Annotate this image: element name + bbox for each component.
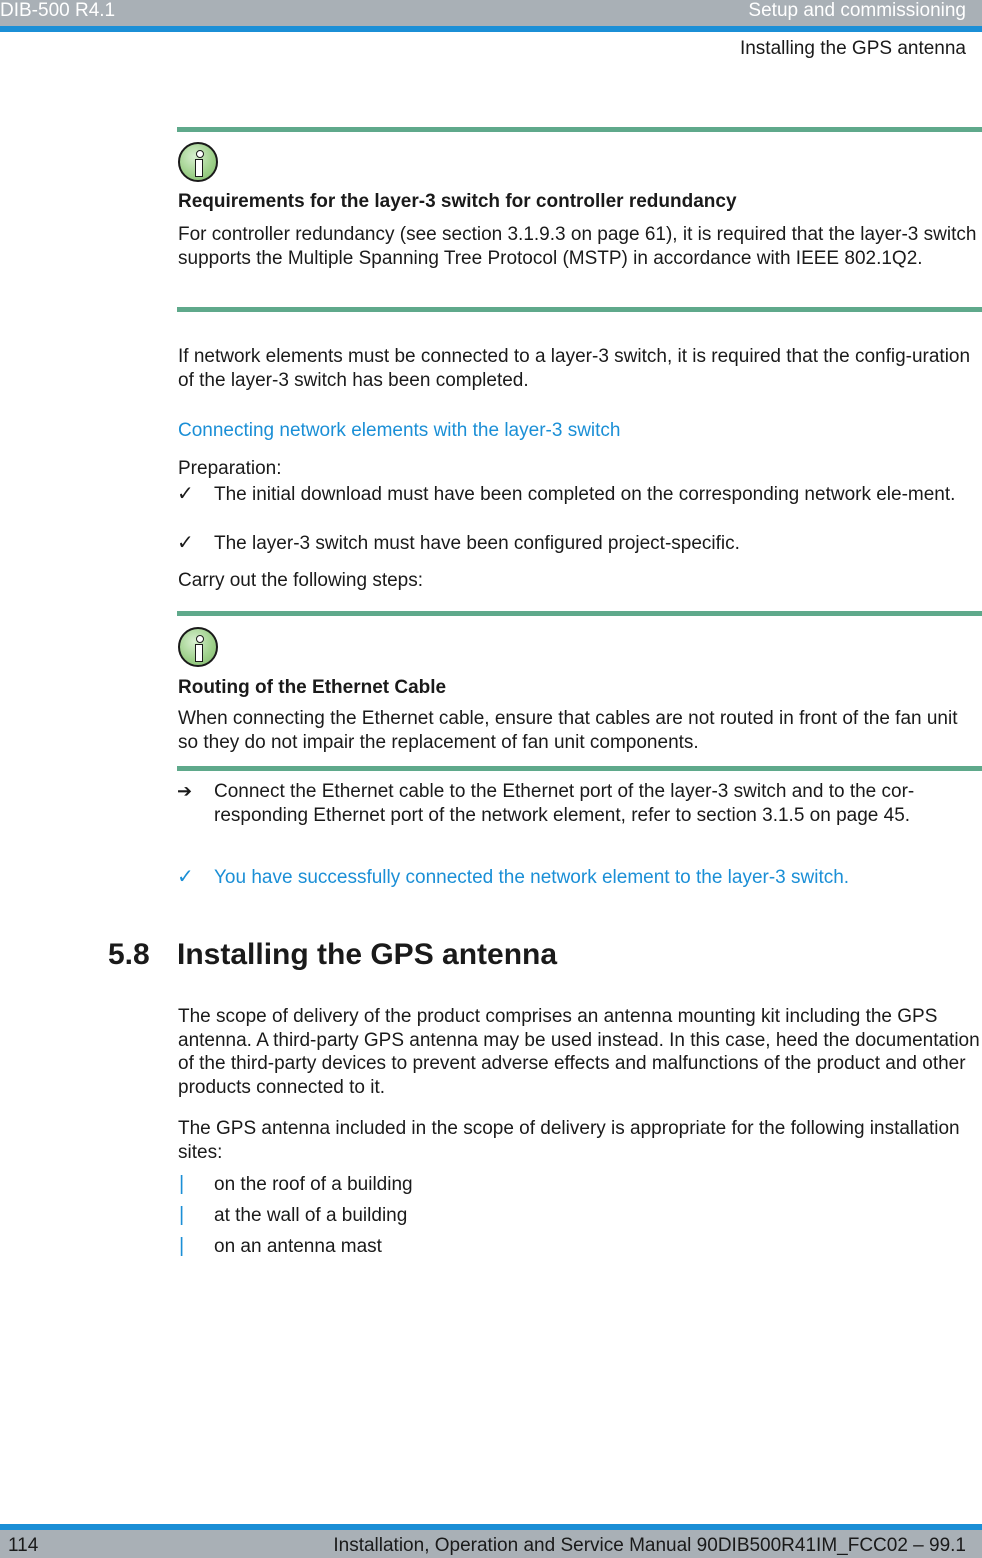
list-bullet: | — [179, 1173, 185, 1195]
preparation-item: The initial download must have been completed on the corresponding network ele-ment. — [214, 484, 956, 505]
info-icon — [178, 142, 218, 182]
list-item: at the wall of a building — [214, 1205, 408, 1226]
header-rule — [0, 26, 982, 32]
header-product: DIB-500 R4.1 — [0, 0, 116, 21]
list-item: on the roof of a building — [214, 1174, 413, 1195]
paragraph: If network elements must be connected to a layer-3 switch, it is required that the config-uration of the layer-3 switch has been completed. — [178, 346, 971, 391]
note-body: For controller redundancy (see section 3.1.9.3 on page 61), it is required that the layer-3 switch supports the Multiple Spanning Tree Protocol (MSTP) in accordance with IEEE 802.1Q2. — [178, 224, 977, 269]
note-top-rule — [177, 127, 982, 132]
section-number: 5.8 — [108, 938, 150, 971]
list-item: on an antenna mast — [214, 1236, 382, 1257]
note-body: When connecting the Ethernet cable, ensure that cables are not routed in front of the fan unit so they do not impair the replacement of fan unit components. — [178, 708, 958, 753]
preparation-label: Preparation: — [178, 458, 282, 479]
paragraph: The scope of delivery of the product comprises an antenna mounting kit including the GPS antenna. A third-party GPS antenna may be used instead. In this case, heed the documentation of the third-party devices to prevent adverse effects and malfunctions of the product and other products connected to it. — [178, 1006, 980, 1098]
preparation-item: The layer-3 switch must have been configured project-specific. — [214, 533, 740, 554]
procedure-step: Connect the Ethernet cable to the Ethernet port of the layer-3 switch and to the cor-responding Ethernet port of the network element, refer to section 3.1.5 on page 45. — [214, 781, 915, 826]
header-chapter: Setup and commissioning — [748, 0, 966, 21]
check-icon: ✓ — [177, 483, 194, 505]
note-title: Routing of the Ethernet Cable — [178, 677, 447, 698]
info-icon — [178, 627, 218, 667]
note-top-rule — [177, 611, 982, 616]
note-bottom-rule — [177, 307, 982, 312]
list-bullet: | — [179, 1235, 185, 1257]
page-number: 114 — [8, 1535, 39, 1556]
list-bullet: | — [179, 1204, 185, 1226]
paragraph: The GPS antenna included in the scope of delivery is appropriate for the following installation sites: — [178, 1118, 960, 1163]
header-section: Installing the GPS antenna — [739, 38, 966, 59]
procedure-result: You have successfully connected the network element to the layer-3 switch. — [214, 867, 850, 888]
check-icon: ✓ — [177, 532, 194, 554]
note-bottom-rule — [177, 766, 982, 771]
steps-intro: Carry out the following steps: — [178, 570, 424, 591]
check-icon: ✓ — [177, 866, 194, 888]
document-id: Installation, Operation and Service Manual 90DIB500R41IM_FCC02 – 99.1 — [333, 1535, 966, 1556]
section-title: Installing the GPS antenna — [177, 938, 558, 971]
arrow-icon: ➔ — [177, 781, 193, 801]
info-note-ethernet — [177, 611, 982, 753]
info-note-redundancy — [177, 127, 982, 269]
note-title: Requirements for the layer-3 switch for controller redundancy — [178, 191, 737, 212]
procedure-heading: Connecting network elements with the layer-3 switch — [178, 420, 621, 441]
